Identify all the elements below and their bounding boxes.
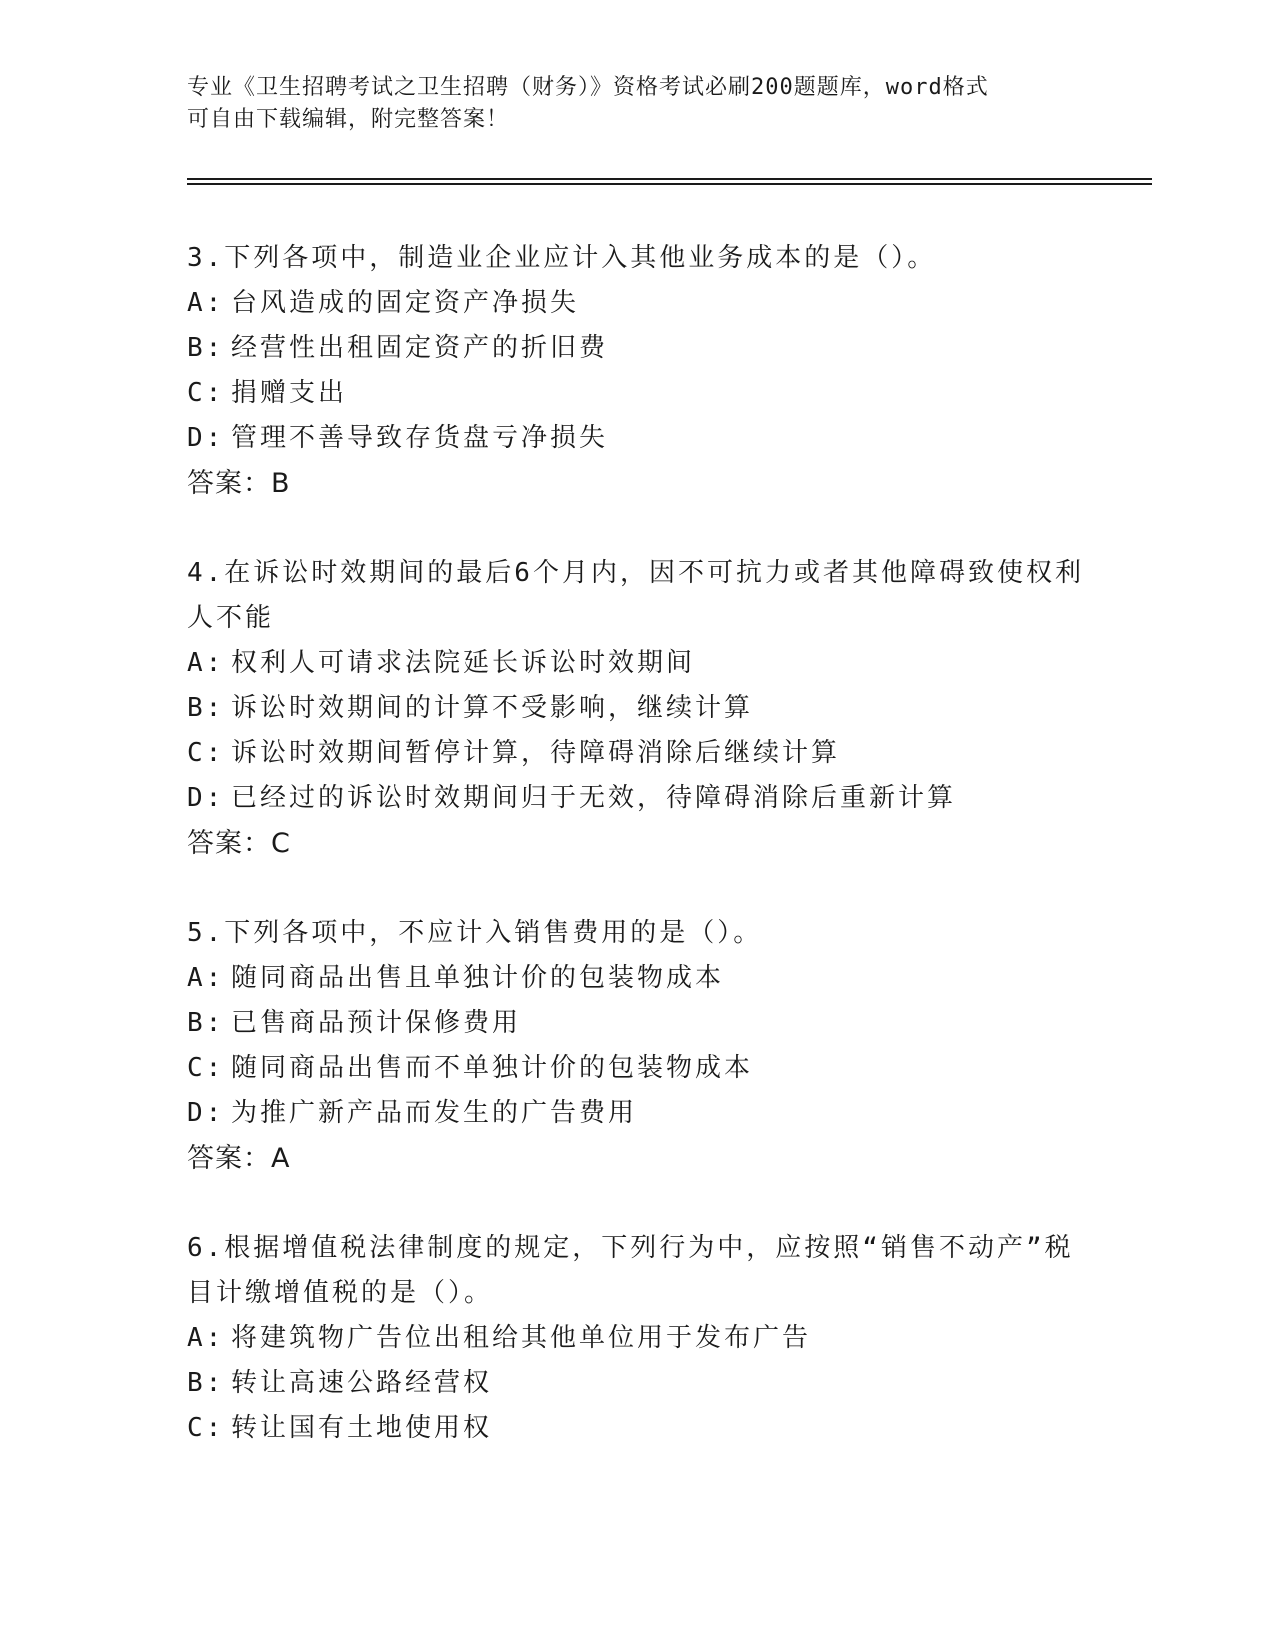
- option-text: 随同商品出售而不单独计价的包装物成本: [231, 1053, 754, 1083]
- option-text: 已售商品预计保修费用: [231, 1008, 522, 1038]
- question-3: [187, 236, 1087, 507]
- option-letter: C:: [187, 1053, 225, 1083]
- question-text: 6.根据增值税法律制度的规定，下列行为中，应按照“销售不动产”税目计缴增值税的是（）。: [187, 1233, 1074, 1308]
- header-divider-top: [187, 178, 1152, 180]
- option-letter: B:: [187, 333, 225, 363]
- question-4: [187, 551, 1087, 867]
- option-b: [187, 326, 1087, 371]
- question-text: 5.下列各项中，不应计入销售费用的是（）。: [187, 918, 763, 948]
- option-letter: D:: [187, 783, 225, 813]
- option-d: [187, 776, 1087, 821]
- option-text: 随同商品出售且单独计价的包装物成本: [231, 963, 725, 993]
- option-c: [187, 1046, 1087, 1091]
- option-letter: B:: [187, 693, 225, 723]
- option-text: 转让国有土地使用权: [231, 1413, 493, 1443]
- answer-line: 答案：B: [187, 468, 291, 499]
- option-c: [187, 731, 1087, 776]
- option-text: 诉讼时效期间暂停计算，待障碍消除后继续计算: [231, 738, 841, 768]
- option-text: 台风造成的固定资产净损失: [231, 288, 580, 318]
- option-letter: A:: [187, 1323, 225, 1353]
- option-b: [187, 686, 1087, 731]
- option-letter: B:: [187, 1368, 225, 1398]
- option-letter: C:: [187, 1413, 225, 1443]
- option-letter: A:: [187, 648, 225, 678]
- option-text: 转让高速公路经营权: [231, 1368, 493, 1398]
- question-text: 4.在诉讼时效期间的最后6个月内，因不可抗力或者其他障碍致使权利人不能: [187, 558, 1084, 633]
- option-text: 为推广新产品而发生的广告费用: [231, 1098, 638, 1128]
- option-text: 捐赠支出: [231, 378, 348, 408]
- question-5: [187, 911, 1087, 1182]
- question-6: [187, 1226, 1087, 1451]
- option-b: [187, 1001, 1087, 1046]
- option-letter: C:: [187, 738, 225, 768]
- option-a: [187, 641, 1087, 686]
- header-divider-bottom: [187, 183, 1152, 185]
- option-a: [187, 281, 1087, 326]
- option-text: 管理不善导致存货盘亏净损失: [231, 423, 609, 453]
- option-letter: A:: [187, 288, 225, 318]
- option-text: 经营性出租固定资产的折旧费: [231, 333, 609, 363]
- option-letter: D:: [187, 423, 225, 453]
- option-c: [187, 1406, 1087, 1451]
- option-a: [187, 956, 1087, 1001]
- option-letter: B:: [187, 1008, 225, 1038]
- answer-line: 答案：C: [187, 828, 291, 859]
- option-c: [187, 371, 1087, 416]
- header-line-2: 可自由下载编辑，附完整答案！: [187, 107, 510, 132]
- header-line-1: 专业《卫生招聘考试之卫生招聘（财务）》资格考试必刷200题题库，word格式: [187, 75, 989, 100]
- option-letter: D:: [187, 1098, 225, 1128]
- question-text: 3.下列各项中，制造业企业应计入其他业务成本的是（）。: [187, 243, 937, 273]
- option-text: 诉讼时效期间的计算不受影响，继续计算: [231, 693, 754, 723]
- option-letter: A:: [187, 963, 225, 993]
- question-list: [187, 236, 1087, 1495]
- answer-line: 答案：A: [187, 1143, 291, 1174]
- option-a: [187, 1316, 1087, 1361]
- option-b: [187, 1361, 1087, 1406]
- option-d: [187, 1091, 1087, 1136]
- option-text: 已经过的诉讼时效期间归于无效，待障碍消除后重新计算: [231, 783, 957, 813]
- option-text: 将建筑物广告位出租给其他单位用于发布广告: [231, 1323, 812, 1353]
- option-letter: C:: [187, 378, 225, 408]
- option-text: 权利人可请求法院延长诉讼时效期间: [231, 648, 696, 678]
- document-header: [187, 72, 1087, 136]
- option-d: [187, 416, 1087, 461]
